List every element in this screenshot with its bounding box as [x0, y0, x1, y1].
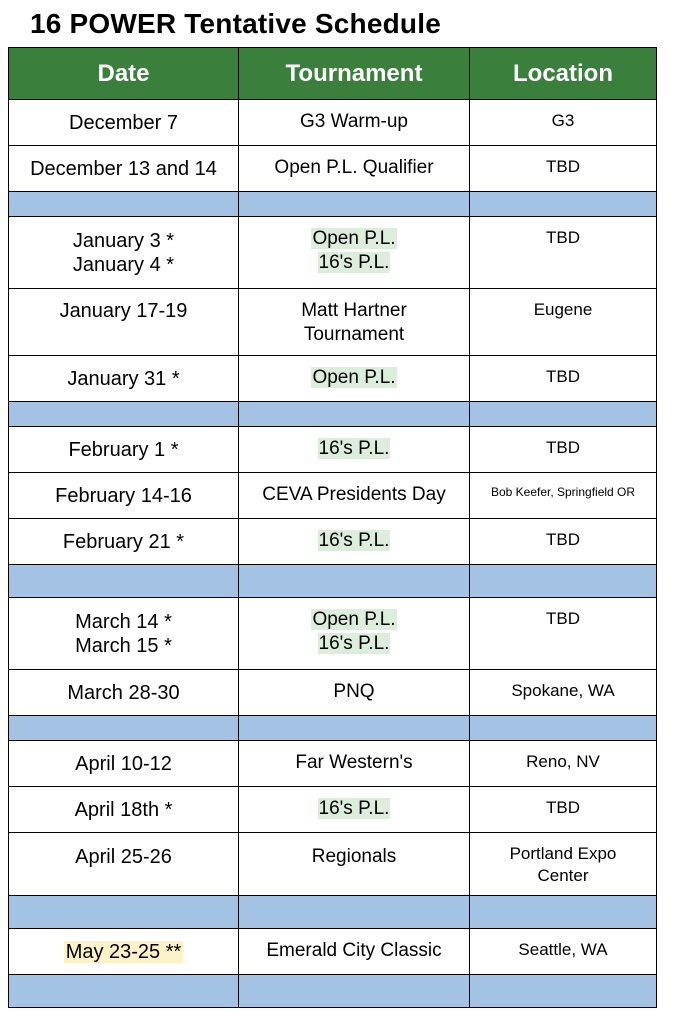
tournament-text: Matt Hartner [301, 300, 407, 321]
tournament-text: Open P.L. [312, 609, 396, 630]
tournament-cell [239, 217, 470, 289]
table-row [9, 217, 657, 289]
location-text: TBD [546, 609, 580, 628]
tournament-text: G3 Warm-up [299, 111, 409, 132]
location-text: TBD [546, 798, 580, 817]
location-text: TBD [546, 228, 580, 247]
separator-row [9, 716, 657, 741]
tournament-text: PNQ [333, 681, 375, 702]
separator-row [9, 565, 657, 598]
location-cell [470, 670, 657, 716]
location-cell [470, 787, 657, 833]
separator-cell [239, 896, 470, 929]
date-text: May 23-25 ** [65, 940, 182, 963]
location-cell [470, 741, 657, 787]
location-cell [470, 356, 657, 402]
tournament-cell [239, 473, 470, 519]
location-text: Reno, NV [526, 752, 600, 771]
separator-cell [470, 896, 657, 929]
table-row [9, 427, 657, 473]
tournament-cell [239, 598, 470, 670]
location-cell [470, 473, 657, 519]
tournament-cell [239, 741, 470, 787]
location-text: TBD [546, 367, 580, 386]
schedule-table [8, 47, 657, 1008]
table-row [9, 598, 657, 670]
date-cell [9, 473, 239, 519]
date-text: February 14-16 [55, 484, 192, 507]
table-row [9, 146, 657, 192]
table-row [9, 670, 657, 716]
date-cell [9, 289, 239, 356]
separator-cell [239, 975, 470, 1008]
separator-cell [9, 896, 239, 929]
header-row [9, 48, 657, 100]
date-cell [9, 929, 239, 975]
tournament-cell [239, 670, 470, 716]
tournament-text: 16's P.L. [318, 252, 390, 273]
table-row [9, 929, 657, 975]
separator-cell [470, 975, 657, 1008]
separator-cell [239, 565, 470, 598]
page-title: 16 POWER Tentative Schedule [30, 8, 441, 39]
table-row [9, 741, 657, 787]
separator-cell [239, 192, 470, 217]
location-cell [470, 146, 657, 192]
date-cell [9, 598, 239, 670]
table-row [9, 519, 657, 565]
table-row [9, 473, 657, 519]
tournament-cell [239, 787, 470, 833]
date-cell [9, 787, 239, 833]
separator-cell [470, 716, 657, 741]
date-text: January 4 * [72, 253, 175, 276]
tournament-cell [239, 929, 470, 975]
location-text: TBD [546, 438, 580, 457]
tournament-cell [239, 100, 470, 146]
location-text: Eugene [533, 300, 593, 319]
separator-row [9, 402, 657, 427]
date-cell [9, 100, 239, 146]
date-cell [9, 146, 239, 192]
separator-cell [9, 716, 239, 741]
tournament-text: Far Western's [295, 752, 413, 773]
tournament-cell [239, 356, 470, 402]
tournament-text: Regionals [311, 846, 397, 867]
separator-cell [470, 402, 657, 427]
date-text: January 17-19 [59, 300, 188, 322]
separator-row [9, 975, 657, 1008]
location-text: Seattle, WA [518, 940, 608, 959]
location-text: Center [537, 866, 589, 885]
date-text: March 28-30 [67, 681, 180, 704]
location-cell [470, 289, 657, 356]
table-row [9, 833, 657, 896]
date-text: January 3 * [72, 229, 175, 252]
date-text: February 1 * [68, 438, 179, 461]
tournament-text: Tournament [303, 324, 405, 345]
tournament-text: 16's P.L. [318, 798, 390, 819]
date-text: March 14 * [75, 610, 172, 633]
separator-cell [9, 402, 239, 427]
date-cell [9, 217, 239, 289]
location-cell [470, 833, 657, 896]
tournament-cell [239, 833, 470, 896]
location-text: Portland Expo [509, 844, 617, 863]
location-cell [470, 519, 657, 565]
location-text: TBD [546, 530, 580, 549]
location-text: Bob Keefer, Springfield OR [490, 485, 636, 499]
tournament-text: Emerald City Classic [266, 940, 442, 961]
separator-cell [239, 402, 470, 427]
location-cell [470, 217, 657, 289]
location-text: TBD [546, 157, 580, 176]
date-text: April 18th * [74, 798, 173, 821]
separator-cell [470, 565, 657, 598]
tournament-text: Open P.L. [312, 367, 396, 388]
separator-row [9, 192, 657, 217]
date-text: December 13 and 14 [30, 157, 217, 180]
date-text: April 25-26 [75, 846, 172, 868]
location-text: Spokane, WA [511, 681, 615, 700]
date-text: January 31 * [67, 367, 180, 390]
date-cell [9, 356, 239, 402]
date-text: February 21 * [62, 530, 185, 553]
tournament-cell [239, 519, 470, 565]
date-cell [9, 741, 239, 787]
location-cell [470, 598, 657, 670]
separator-cell [9, 565, 239, 598]
tournament-text: 16's P.L. [318, 438, 390, 459]
tournament-text: Open P.L. Qualifier [274, 157, 434, 178]
header-location: Location [470, 48, 657, 100]
tournament-text: 16's P.L. [318, 633, 390, 654]
table-row [9, 356, 657, 402]
date-text: April 10-12 [75, 752, 172, 775]
separator-cell [470, 192, 657, 217]
tournament-text: 16's P.L. [318, 530, 390, 551]
tournament-text: Open P.L. [312, 228, 396, 249]
separator-cell [9, 975, 239, 1008]
location-cell [470, 427, 657, 473]
table-row [9, 100, 657, 146]
location-text: G3 [551, 111, 575, 130]
tournament-cell [239, 289, 470, 356]
table-row [9, 289, 657, 356]
date-cell [9, 670, 239, 716]
date-cell [9, 519, 239, 565]
date-cell [9, 833, 239, 896]
tournament-text: CEVA Presidents Day [262, 484, 446, 505]
header-tournament: Tournament [239, 48, 470, 100]
date-text: March 15 * [75, 634, 172, 657]
tournament-cell [239, 146, 470, 192]
header-date: Date [9, 48, 239, 100]
separator-cell [9, 192, 239, 217]
tournament-cell [239, 427, 470, 473]
date-cell [9, 427, 239, 473]
location-cell [470, 929, 657, 975]
location-cell [470, 100, 657, 146]
separator-cell [239, 716, 470, 741]
date-text: December 7 [69, 111, 178, 134]
separator-row [9, 896, 657, 929]
table-row [9, 787, 657, 833]
